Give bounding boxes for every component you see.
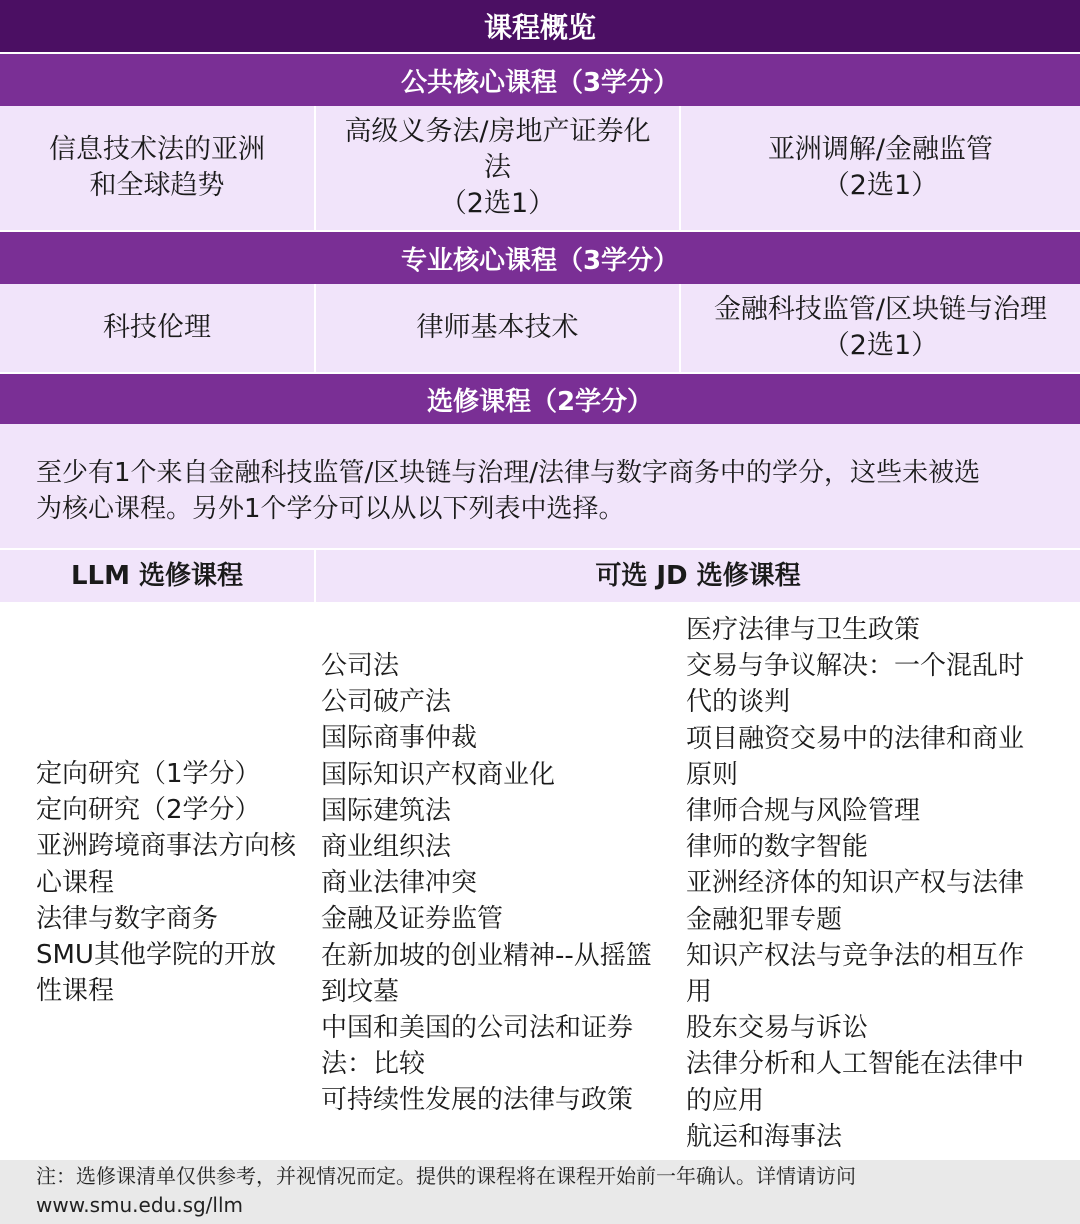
list-item: 知识产权法与竞争法的相互作 — [686, 940, 1025, 971]
list-item: 用 — [686, 977, 713, 1008]
list-item: 到坟墓 — [321, 976, 400, 1007]
public-core-header-text: 公共核心课程（3学分） — [400, 67, 680, 98]
list-item: 可持续性发展的法律与政策 — [321, 1085, 634, 1116]
list-item: 律师的数字智能 — [686, 832, 869, 863]
list-item: 亚洲跨境商事法方向核 — [36, 831, 297, 862]
list-item: 律师合规与风险管理 — [686, 796, 921, 827]
list-item: 原则 — [686, 759, 739, 790]
electives-header-text: 选修课程（2学分） — [426, 386, 654, 417]
list-item: 法：比较 — [321, 1049, 426, 1080]
list-item: 公司法 — [321, 651, 400, 681]
footer-note-text: 注：选修课清单仅供参考，并视情况而定。提供的课程将在课程开始前一年确认。详情请访问 — [36, 1164, 856, 1188]
jd-electives-heading: 可选 JD 选修课程 — [595, 561, 801, 591]
professional-core-course-1: 科技伦理 — [0, 284, 316, 372]
page-title-text: 课程概览 — [483, 11, 596, 44]
footer-link[interactable]: www.smu.edu.sg/llm — [36, 1193, 244, 1217]
list-item: 商业组织法 — [321, 832, 452, 863]
list-item: 公司破产法 — [321, 687, 452, 718]
footer-note — [0, 1160, 1080, 1224]
list-item: 国际建筑法 — [321, 795, 452, 826]
list-item: 中国和美国的公司法和证券 — [321, 1013, 634, 1044]
public-core-row — [0, 106, 1080, 230]
list-item: 股东交易与诉讼 — [686, 1013, 869, 1044]
list-item: 性课程 — [36, 976, 115, 1007]
elective-columns-header — [0, 550, 1080, 602]
public-core-course-3: 亚洲调解/金融监管 （2选1） — [767, 134, 994, 201]
jd-electives-list-1 — [321, 648, 676, 1119]
list-item: 代的谈判 — [686, 687, 791, 718]
professional-core-header — [0, 230, 1080, 284]
list-item: 法律分析和人工智能在法律中 — [686, 1049, 1025, 1080]
jd-electives-list-2 — [686, 612, 1066, 1155]
public-core-header — [0, 52, 1080, 106]
list-item: 金融及证券监管 — [321, 904, 504, 935]
list-item: 项目融资交易中的法律和商业 — [686, 723, 1025, 754]
professional-core-course-3: 金融科技监管/区块链与治理 （2选1） — [713, 294, 1048, 361]
llm-electives-list — [36, 756, 316, 1009]
public-core-course-1: 信息技术法的亚洲 和全球趋势 — [0, 106, 316, 230]
list-item: 商业法律冲突 — [321, 868, 478, 899]
list-item: 亚洲经济体的知识产权与法律 — [686, 868, 1025, 899]
list-item: 国际知识产权商业化 — [321, 759, 556, 790]
list-item: 医疗法律与卫生政策 — [686, 615, 921, 645]
list-item: 的应用 — [686, 1085, 765, 1116]
list-item: 交易与争议解决：一个混乱时 — [686, 651, 1025, 682]
list-item: 在新加坡的创业精神--从摇篮 — [321, 940, 652, 971]
llm-electives-heading: LLM 选修课程 — [0, 550, 316, 602]
list-item: 国际商事仲裁 — [321, 723, 478, 754]
public-core-course-2: 高级义务法/房地产证券化法 （2选1） — [316, 106, 681, 230]
electives-header — [0, 372, 1080, 424]
list-item: SMU其他学院的开放 — [36, 940, 276, 971]
professional-core-course-2: 律师基本技术 — [316, 284, 681, 372]
list-item: 定向研究（2学分） — [36, 795, 261, 826]
list-item: 法律与数字商务 — [36, 903, 219, 934]
list-item: 航运和海事法 — [686, 1121, 843, 1152]
professional-core-row — [0, 284, 1080, 372]
list-item: 金融犯罪专题 — [686, 904, 843, 935]
professional-core-header-text: 专业核心课程（3学分） — [400, 245, 680, 276]
electives-note: 至少有1个来自金融科技监管/区块链与治理/法律与数字商务中的学分，这些未被选 为核心课程。另外1个学分可以从以下列表中选择。 — [0, 424, 1080, 548]
list-item: 定向研究（1学分） — [36, 759, 261, 789]
page-title — [0, 0, 1080, 52]
list-item: 心课程 — [36, 867, 115, 898]
